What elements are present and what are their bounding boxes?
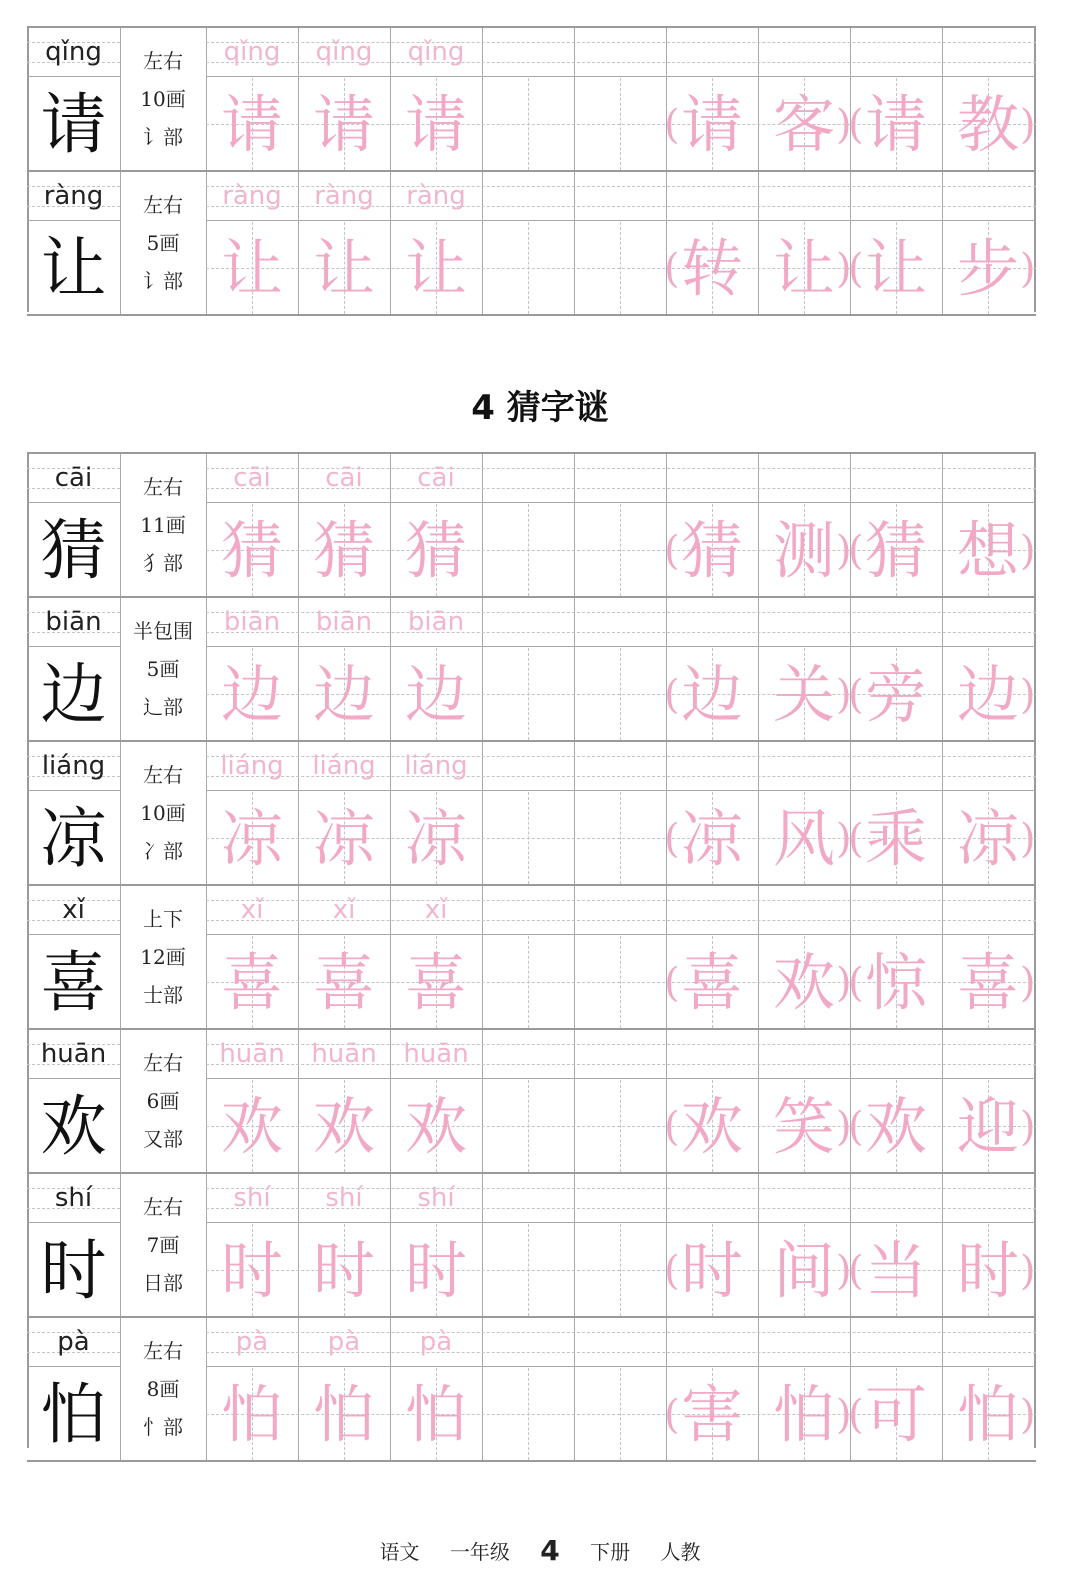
pinyin-separator — [27, 76, 120, 77]
radical-label: 忄部 — [143, 1415, 183, 1439]
structure-label: 左右 — [143, 193, 183, 217]
word-character[interactable]: 笑 — [772, 1090, 835, 1163]
trace-pinyin: cāi — [233, 463, 271, 493]
word-character[interactable]: 迎 — [956, 1090, 1019, 1163]
trace-pinyin: cāi — [417, 463, 455, 493]
word-character[interactable]: 惊 — [864, 946, 927, 1019]
close-paren: ) — [836, 1104, 852, 1150]
stroke-count: 5画 — [146, 231, 180, 255]
open-paren: ( — [848, 1104, 864, 1150]
grid-column-line — [482, 28, 483, 170]
radical-label: 日部 — [143, 1271, 183, 1295]
radical-label: 士部 — [143, 983, 183, 1007]
grid-column-line — [482, 454, 483, 596]
main-character: 请 — [40, 86, 107, 163]
trace-character[interactable]: 时 — [404, 1234, 467, 1307]
trace-pinyin: ràng — [314, 181, 374, 211]
trace-character[interactable]: 猜 — [220, 514, 283, 587]
word-character[interactable]: 步 — [956, 232, 1019, 305]
open-paren: ( — [848, 1248, 864, 1294]
word-character[interactable]: 边 — [956, 658, 1019, 731]
grid-column-line — [574, 28, 575, 170]
trace-character[interactable]: 凉 — [220, 802, 283, 875]
close-paren: ) — [1020, 1248, 1036, 1294]
trace-character[interactable]: 欢 — [220, 1090, 283, 1163]
word-character[interactable]: 想 — [956, 514, 1019, 587]
radical-label: 又部 — [143, 1127, 183, 1151]
structure-label: 左右 — [143, 1195, 183, 1219]
pinyin-separator — [206, 934, 1036, 935]
open-paren: ( — [848, 816, 864, 862]
practice-table-lesson4 — [27, 452, 1036, 1453]
character-info — [120, 1318, 206, 1460]
char-row — [27, 886, 1036, 1030]
char-row — [27, 1318, 1036, 1462]
char-row — [27, 742, 1036, 886]
stroke-count: 11画 — [140, 513, 186, 537]
trace-character[interactable]: 凉 — [312, 802, 375, 875]
char-row — [27, 172, 1036, 316]
trace-character[interactable]: 边 — [312, 658, 375, 731]
pinyin-label: biān — [45, 607, 102, 637]
close-paren: ) — [836, 1392, 852, 1438]
word-character[interactable]: 凉 — [680, 802, 743, 875]
close-paren: ) — [1020, 816, 1036, 862]
char-row — [27, 1174, 1036, 1318]
pinyin-separator — [206, 502, 1036, 503]
trace-pinyin: ràng — [222, 181, 282, 211]
character-info — [120, 598, 206, 740]
pinyin-separator — [206, 1366, 1036, 1367]
radical-label: 讠部 — [143, 125, 183, 149]
word-character[interactable]: 教 — [956, 88, 1019, 161]
main-character: 边 — [40, 656, 107, 733]
open-paren: ( — [848, 1392, 864, 1438]
word-character[interactable]: 猜 — [864, 514, 927, 587]
pinyin-label: pà — [57, 1327, 90, 1357]
word-character[interactable]: 测 — [772, 514, 835, 587]
grid-column-line — [574, 598, 575, 740]
main-character: 时 — [40, 1232, 107, 1309]
open-paren: ( — [664, 1104, 680, 1150]
page-footer — [0, 1534, 1080, 1567]
footer-subject: 语文 — [379, 1540, 420, 1564]
word-character[interactable]: 风 — [772, 802, 835, 875]
word-character[interactable]: 怕 — [772, 1378, 835, 1451]
word-character[interactable]: 喜 — [956, 946, 1019, 1019]
open-paren: ( — [848, 960, 864, 1006]
trace-pinyin: biān — [223, 607, 281, 637]
word-character[interactable]: 请 — [680, 88, 743, 161]
character-info — [120, 1174, 206, 1316]
word-character[interactable]: 边 — [680, 658, 743, 731]
character-info — [120, 886, 206, 1028]
trace-pinyin: liáng — [220, 751, 284, 781]
word-character[interactable]: 凉 — [956, 802, 1019, 875]
trace-character[interactable]: 欢 — [312, 1090, 375, 1163]
stroke-count: 10画 — [140, 87, 186, 111]
trace-pinyin: qǐng — [407, 37, 465, 67]
char-row — [27, 598, 1036, 742]
close-paren: ) — [1020, 246, 1036, 292]
close-paren: ) — [836, 960, 852, 1006]
trace-character[interactable]: 边 — [220, 658, 283, 731]
word-character[interactable]: 让 — [772, 232, 835, 305]
main-character: 怕 — [40, 1376, 107, 1453]
pinyin-separator — [27, 1078, 120, 1079]
open-paren: ( — [664, 528, 680, 574]
pinyin-separator — [206, 1078, 1036, 1079]
word-character[interactable]: 间 — [772, 1234, 835, 1307]
grid-column-line — [574, 886, 575, 1028]
footer-grade: 一年级 — [449, 1540, 510, 1564]
trace-character[interactable]: 让 — [404, 232, 467, 305]
grid-column-line — [574, 1174, 575, 1316]
trace-character[interactable]: 欢 — [404, 1090, 467, 1163]
pinyin-separator — [27, 934, 120, 935]
stroke-count: 5画 — [146, 657, 180, 681]
trace-pinyin: cāi — [325, 463, 363, 493]
character-info — [120, 172, 206, 314]
pinyin-separator — [27, 790, 120, 791]
open-paren: ( — [848, 672, 864, 718]
main-character: 让 — [40, 230, 107, 307]
structure-label: 左右 — [143, 1051, 183, 1075]
pinyin-label: liáng — [41, 751, 106, 781]
trace-character[interactable]: 怕 — [404, 1378, 467, 1451]
open-paren: ( — [664, 960, 680, 1006]
word-character[interactable]: 怕 — [956, 1378, 1019, 1451]
grid-column-line — [574, 454, 575, 596]
trace-character[interactable]: 凉 — [404, 802, 467, 875]
trace-pinyin: shí — [417, 1183, 455, 1213]
word-character[interactable]: 转 — [680, 232, 743, 305]
trace-character[interactable]: 请 — [312, 88, 375, 161]
trace-character[interactable]: 喜 — [312, 946, 375, 1019]
trace-character[interactable]: 时 — [220, 1234, 283, 1307]
word-character[interactable]: 客 — [772, 88, 835, 161]
pinyin-separator — [206, 1222, 1036, 1223]
word-character[interactable]: 喜 — [680, 946, 743, 1019]
structure-label: 左右 — [143, 49, 183, 73]
trace-pinyin: pà — [235, 1327, 269, 1357]
pinyin-separator — [206, 790, 1036, 791]
trace-character[interactable]: 请 — [220, 88, 283, 161]
structure-label: 左右 — [143, 475, 183, 499]
grid-column-line — [482, 598, 483, 740]
structure-label: 左右 — [143, 763, 183, 787]
grid-column-line — [482, 886, 483, 1028]
close-paren: ) — [1020, 528, 1036, 574]
trace-character[interactable]: 猜 — [312, 514, 375, 587]
character-info — [120, 1030, 206, 1172]
open-paren: ( — [848, 102, 864, 148]
lesson-title: 4 猜字谜 — [471, 388, 609, 428]
close-paren: ) — [1020, 102, 1036, 148]
word-character[interactable]: 旁 — [864, 658, 927, 731]
footer-publisher: 人教 — [660, 1540, 701, 1564]
pinyin-separator — [27, 1366, 120, 1367]
trace-character[interactable]: 边 — [404, 658, 467, 731]
stroke-count: 7画 — [146, 1233, 180, 1257]
trace-pinyin: xǐ — [332, 895, 356, 925]
grid-column-line — [482, 1318, 483, 1460]
open-paren: ( — [664, 246, 680, 292]
main-character: 猜 — [40, 512, 107, 589]
open-paren: ( — [664, 1392, 680, 1438]
trace-pinyin: liáng — [404, 751, 468, 781]
close-paren: ) — [1020, 960, 1036, 1006]
character-info — [120, 742, 206, 884]
char-row — [27, 1030, 1036, 1174]
trace-character[interactable]: 让 — [220, 232, 283, 305]
pinyin-label: ràng — [43, 181, 104, 211]
word-character[interactable]: 当 — [864, 1234, 927, 1307]
close-paren: ) — [1020, 1104, 1036, 1150]
trace-pinyin: biān — [407, 607, 465, 637]
radical-label: 冫部 — [143, 839, 183, 863]
grid-column-line — [574, 742, 575, 884]
word-character[interactable]: 让 — [864, 232, 927, 305]
trace-character[interactable]: 喜 — [404, 946, 467, 1019]
trace-character[interactable]: 猜 — [404, 514, 467, 587]
footer-page-number: 4 — [540, 1534, 560, 1567]
trace-pinyin: shí — [233, 1183, 271, 1213]
stroke-count: 6画 — [146, 1089, 180, 1113]
trace-character[interactable]: 怕 — [312, 1378, 375, 1451]
main-character: 凉 — [40, 800, 107, 877]
grid-column-line — [482, 172, 483, 314]
close-paren: ) — [836, 816, 852, 862]
open-paren: ( — [848, 246, 864, 292]
pinyin-separator — [27, 502, 120, 503]
character-info — [120, 28, 206, 170]
word-character[interactable]: 欢 — [864, 1090, 927, 1163]
trace-character[interactable]: 怕 — [220, 1378, 283, 1451]
grid-column-line — [482, 1174, 483, 1316]
main-character: 欢 — [40, 1088, 107, 1165]
trace-character[interactable]: 请 — [404, 88, 467, 161]
practice-table-top — [27, 26, 1036, 312]
character-info — [120, 454, 206, 596]
grid-column-line — [574, 1030, 575, 1172]
close-paren: ) — [1020, 1392, 1036, 1438]
trace-pinyin: qǐng — [223, 37, 281, 67]
grid-column-line — [482, 742, 483, 884]
open-paren: ( — [664, 816, 680, 862]
pinyin-separator — [206, 220, 1036, 221]
open-paren: ( — [664, 672, 680, 718]
trace-pinyin: pà — [419, 1327, 453, 1357]
pinyin-separator — [27, 220, 120, 221]
word-character[interactable]: 关 — [772, 658, 835, 731]
close-paren: ) — [836, 528, 852, 574]
structure-label: 上下 — [143, 907, 183, 931]
trace-character[interactable]: 让 — [312, 232, 375, 305]
trace-pinyin: xǐ — [424, 895, 448, 925]
pinyin-separator — [206, 646, 1036, 647]
grid-column-line — [482, 1030, 483, 1172]
close-paren: ) — [1020, 672, 1036, 718]
trace-pinyin: liáng — [312, 751, 376, 781]
trace-pinyin: pà — [327, 1327, 361, 1357]
stroke-count: 8画 — [146, 1377, 180, 1401]
radical-label: 犭部 — [143, 551, 183, 575]
word-character[interactable]: 欢 — [772, 946, 835, 1019]
trace-pinyin: huān — [219, 1039, 285, 1069]
word-character[interactable]: 猜 — [680, 514, 743, 587]
radical-label: 讠部 — [143, 269, 183, 293]
footer-volume: 下册 — [590, 1540, 631, 1564]
open-paren: ( — [848, 528, 864, 574]
grid-column-line — [574, 172, 575, 314]
pinyin-separator — [27, 646, 120, 647]
open-paren: ( — [664, 102, 680, 148]
structure-label: 左右 — [143, 1339, 183, 1363]
grid-column-line — [574, 1318, 575, 1460]
open-paren: ( — [664, 1248, 680, 1294]
close-paren: ) — [836, 102, 852, 148]
trace-pinyin: huān — [311, 1039, 377, 1069]
pinyin-label: shí — [54, 1183, 93, 1213]
trace-pinyin: ràng — [406, 181, 466, 211]
word-character[interactable]: 可 — [864, 1378, 927, 1451]
word-character[interactable]: 请 — [864, 88, 927, 161]
stroke-count: 12画 — [140, 945, 186, 969]
pinyin-label: qǐng — [45, 37, 102, 67]
main-character: 喜 — [40, 944, 107, 1021]
trace-pinyin: huān — [403, 1039, 469, 1069]
pinyin-label: xǐ — [62, 895, 85, 925]
word-character[interactable]: 时 — [956, 1234, 1019, 1307]
word-character[interactable]: 乘 — [864, 802, 927, 875]
trace-pinyin: xǐ — [240, 895, 264, 925]
close-paren: ) — [836, 1248, 852, 1294]
structure-label: 半包围 — [133, 619, 193, 643]
word-character[interactable]: 欢 — [680, 1090, 743, 1163]
stroke-count: 10画 — [140, 801, 186, 825]
trace-pinyin: qǐng — [315, 37, 373, 67]
trace-pinyin: biān — [315, 607, 373, 637]
trace-character[interactable]: 时 — [312, 1234, 375, 1307]
char-row — [27, 452, 1036, 598]
radical-label: 辶部 — [143, 695, 183, 719]
close-paren: ) — [836, 246, 852, 292]
trace-character[interactable]: 喜 — [220, 946, 283, 1019]
word-character[interactable]: 时 — [680, 1234, 743, 1307]
char-row — [27, 26, 1036, 172]
word-character[interactable]: 害 — [680, 1378, 743, 1451]
trace-pinyin: shí — [325, 1183, 363, 1213]
pinyin-label: huān — [40, 1039, 107, 1069]
pinyin-label: cāi — [54, 463, 93, 493]
pinyin-separator — [27, 1222, 120, 1223]
close-paren: ) — [836, 672, 852, 718]
pinyin-separator — [206, 76, 1036, 77]
